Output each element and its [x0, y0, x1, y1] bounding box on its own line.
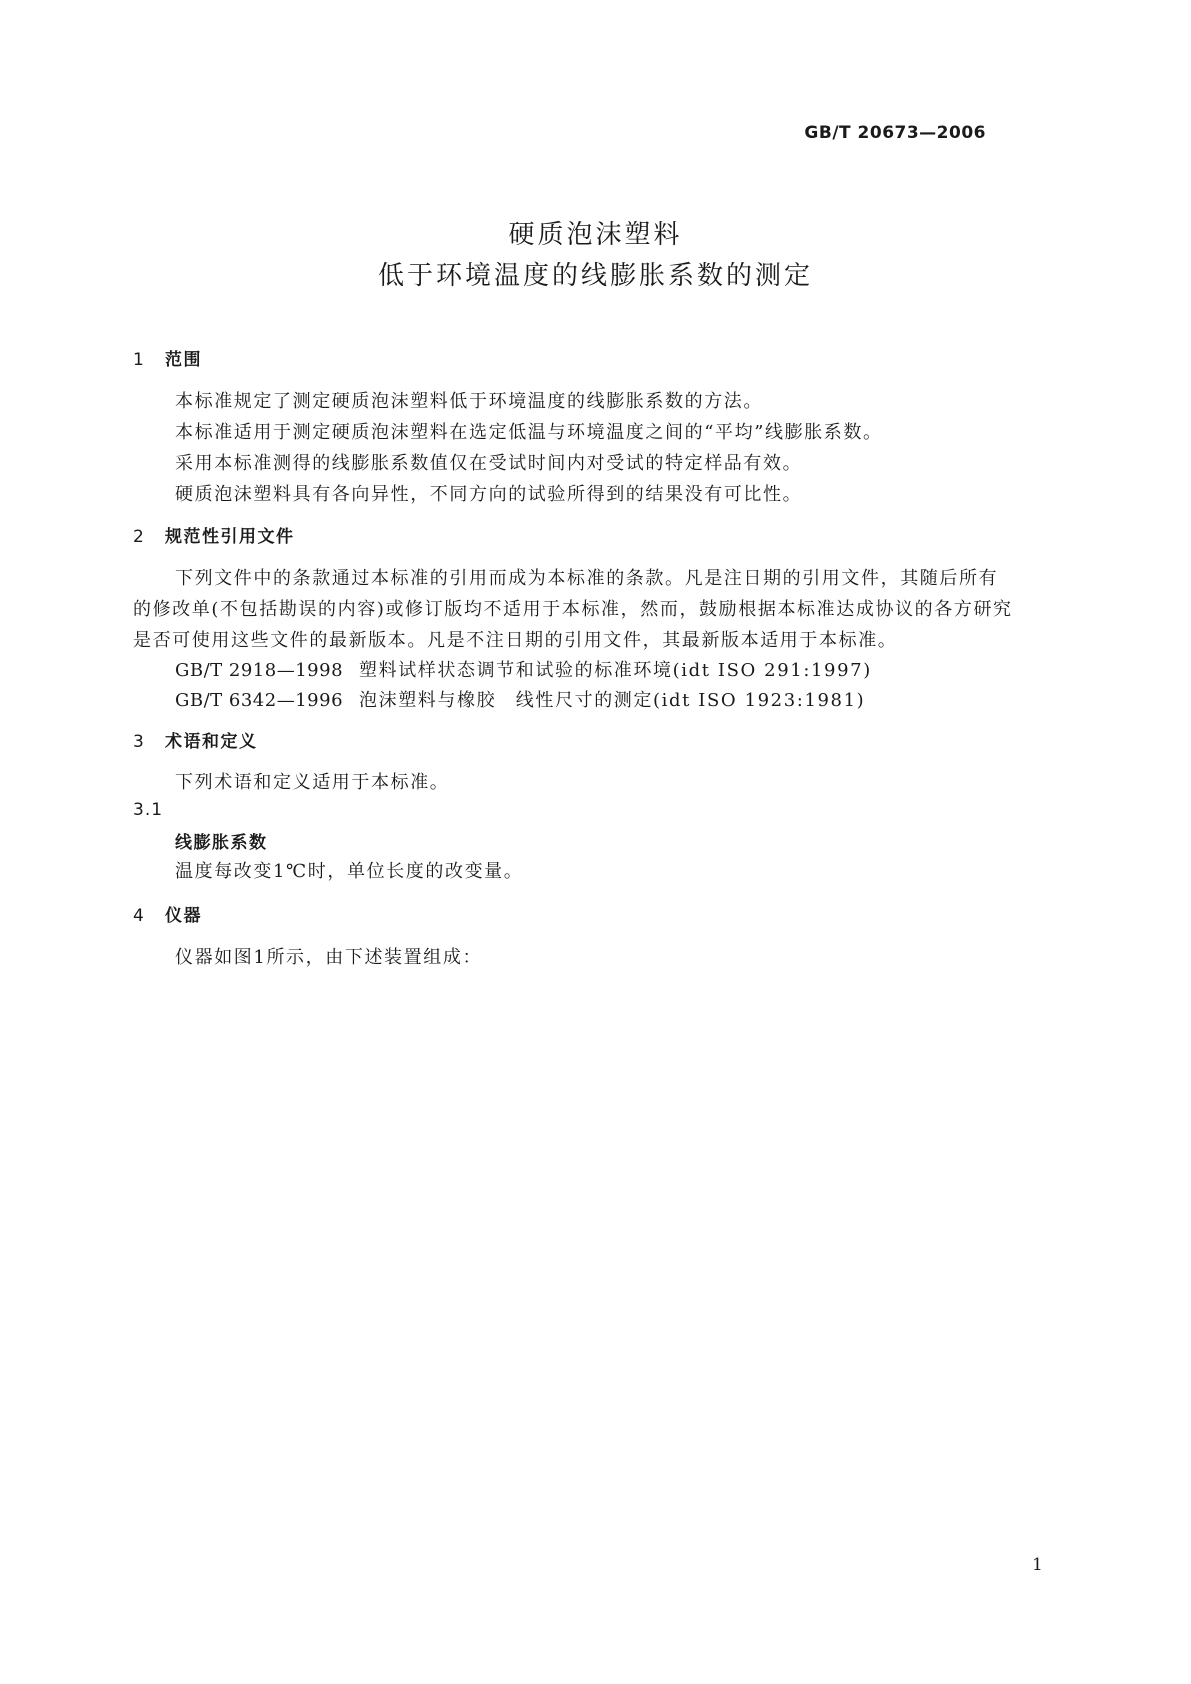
section-title: 规范性引用文件 — [165, 527, 295, 547]
section-title: 仪器 — [165, 906, 202, 926]
section-title: 范围 — [165, 350, 202, 370]
paragraph: 硬质泡沫塑料具有各向异性，不同方向的试验所得到的结果没有可比性。 — [175, 484, 803, 505]
reference-item — [175, 686, 865, 712]
paragraph: 采用本标准测得的线膨胀系数值仅在受试时间内对受试的特定样品有效。 — [175, 453, 803, 474]
paragraph: 下列术语和定义适用于本标准。 — [175, 772, 450, 793]
paragraph: 仪器如图1所示，由下述装置组成： — [175, 947, 483, 968]
paragraph-continuation: 的修改单(不包括勘误的内容)或修订版均不适用于本标准，然而，鼓励根据本标准达成协议的各方研究 — [133, 599, 1013, 620]
paragraph: 本标准规定了测定硬质泡沫塑料低于环境温度的线膨胀系数的方法。 — [175, 391, 763, 412]
section-number: 3 — [133, 732, 146, 752]
section-1-heading — [133, 345, 202, 370]
subsection-number: 3.1 — [133, 800, 164, 820]
section-number: 2 — [133, 527, 146, 547]
paragraph: 本标准适用于测定硬质泡沫塑料在选定低温与环境温度之间的“平均”线膨胀系数。 — [175, 422, 883, 443]
standard-number: GB/T 20673—2006 — [804, 123, 986, 143]
reference-code: GB/T 6342—1996 — [175, 690, 344, 711]
title-line-2: 低于环境温度的线膨胀系数的测定 — [377, 261, 813, 291]
section-2-heading — [133, 522, 295, 547]
reference-item — [175, 656, 872, 682]
section-number: 1 — [133, 350, 146, 370]
title-line-1: 硬质泡沫塑料 — [508, 220, 683, 250]
paragraph-continuation: 是否可使用这些文件的最新版本。凡是不注日期的引用文件，其最新版本适用于本标准。 — [133, 630, 898, 651]
reference-title: 塑料试样状态调节和试验的标准环境(idt ISO 291:1997) — [359, 660, 872, 681]
paragraph: 下列文件中的条款通过本标准的引用而成为本标准的条款。凡是注日期的引用文件，其随后所有 — [175, 568, 999, 589]
page-number: 1 — [1032, 1555, 1043, 1575]
term-name: 线膨胀系数 — [175, 833, 268, 853]
section-3-heading — [133, 727, 258, 752]
term-definition: 温度每改变1℃时，单位长度的改变量。 — [175, 861, 524, 882]
section-4-heading — [133, 901, 202, 926]
reference-title: 泡沫塑料与橡胶 线性尺寸的测定(idt ISO 1923:1981) — [359, 690, 866, 711]
section-number: 4 — [133, 906, 146, 926]
section-title: 术语和定义 — [165, 732, 258, 752]
reference-code: GB/T 2918—1998 — [175, 660, 344, 681]
